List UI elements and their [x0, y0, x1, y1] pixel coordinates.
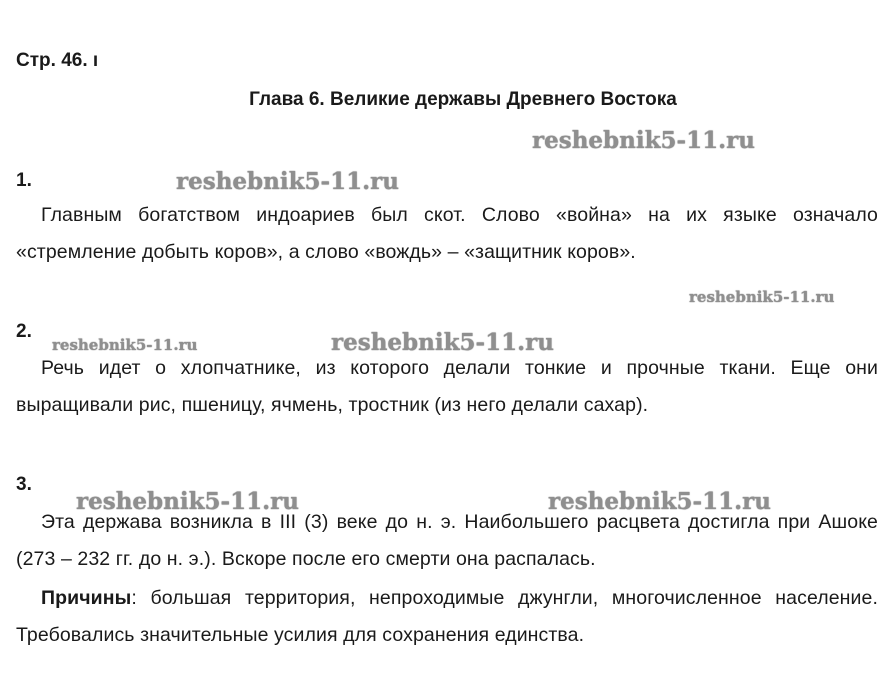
- reasons-text: : большая территория, непроходимые джунгли, многочисленное население. Требовались значительные усилия для сохранения единства.: [16, 587, 878, 646]
- chapter-title: Глава 6. Великие державы Древнего Востока: [249, 89, 677, 110]
- watermark: reshebnik5-11.ru: [532, 127, 755, 154]
- section-paragraph: Эта держава возникла в III (3) веке до н. э. Наибольшего расцвета достигла при Ашоке (273 – 232 гг. до н. э.). Вскоре после его смерти она распалась.: [16, 511, 878, 570]
- reasons-label: Причины: [41, 587, 132, 609]
- watermark: reshebnik5-11.ru: [52, 336, 198, 354]
- watermark: reshebnik5-11.ru: [548, 488, 771, 515]
- watermark: reshebnik5-11.ru: [689, 288, 835, 306]
- page-reference: Стр. 46. ı: [16, 50, 99, 71]
- section-paragraph: Главным богатством индоариев был скот. Слово «война» на их языке означало «стремление добыть коров», а слово «вождь» – «защитник коров».: [16, 204, 878, 263]
- section-number: 1.: [16, 170, 32, 191]
- reasons-paragraph: [16, 580, 878, 654]
- section-paragraph: Речь идет о хлопчатнике, из которого делали тонкие и прочные ткани. Еще они выращивали рис, пшеницу, ячмень, тростник (из него делали сахар).: [16, 357, 878, 416]
- watermark: reshebnik5-11.ru: [331, 329, 554, 356]
- section-number: 2.: [16, 321, 32, 342]
- watermark: reshebnik5-11.ru: [76, 488, 299, 515]
- section-number: 3.: [16, 474, 32, 495]
- watermark: reshebnik5-11.ru: [176, 168, 399, 195]
